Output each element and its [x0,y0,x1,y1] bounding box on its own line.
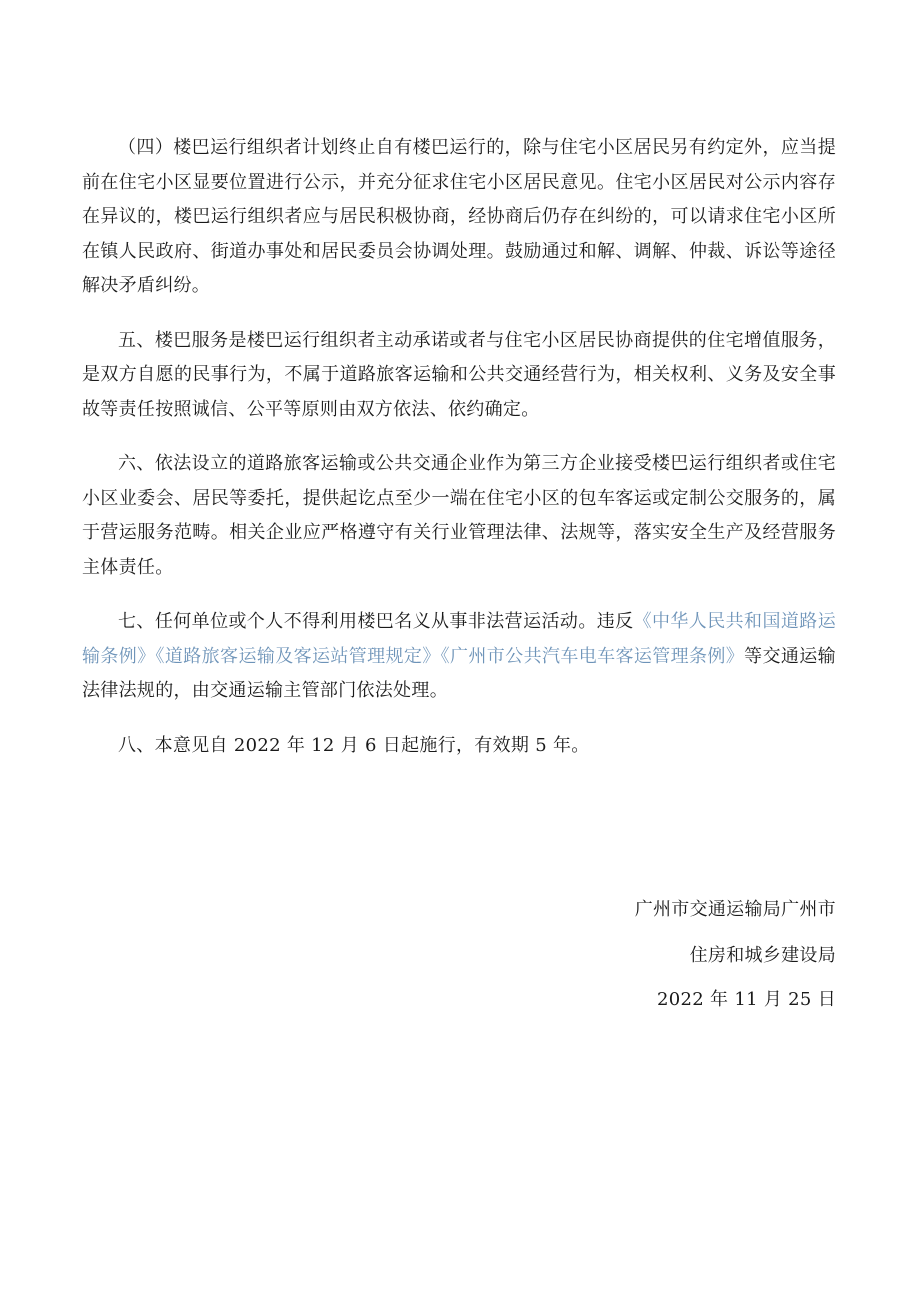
paragraph-6: 六、依法设立的道路旅客运输或公共交通企业作为第三方企业接受楼巴运行组织者或住宅小区业委会、居民等委托，提供起讫点至少一端在住宅小区的包车客运或定制公交服务的，属于营运服务范畴。相关企业应严格遵守有关行业管理法律、法规等，落实安全生产及经营服务主体责任。 [82,453,836,578]
regulation-link-passenger-station[interactable]: 《道路旅客运输及客运站管理规定》 [155,645,441,667]
paragraph-4: （四）楼巴运行组织者计划终止自有楼巴运行的，除与住宅小区居民另有约定外，应当提前在住宅小区显要位置进行公示，并充分征求住宅小区居民意见。住宅小区居民对公示内容存在异议的，楼巴运行组织者应与居民积极协商，经协商后仍存在纠纷的，可以请求住宅小区所在镇人民政府、街道办事处和居民委员会协调处理。鼓励通过和解、调解、仲裁、诉讼等途径解决矛盾纠纷。 [82,137,836,296]
regulation-link-guangzhou-bus[interactable]: 《广州市公共汽车电车客运管理条例》 [440,645,745,667]
paragraph-8: 八、本意见自 2022 年 12 月 6 日起施行，有效期 5 年。 [118,734,590,756]
document-body [82,131,836,783]
paragraph-7 [82,605,836,709]
paragraph-5: 五、楼巴服务是楼巴运行组织者主动承诺或者与住宅小区居民协商提供的住宅增值服务，是双方自愿的民事行为，不属于道路旅客运输和公共交通经营行为，相关权利、义务及安全事故等责任按照诚信、公平等原则由双方依法、依约确定。 [82,329,836,420]
paragraph-7-end: 等交通运输法律法规的，由交通运输主管部门依法处理。 [82,645,836,701]
signature-org-line2: 住房和城乡建设局 [689,945,836,966]
regulation-link-road-transport[interactable]: 《中华人民共和国道路运输条例》 [82,611,836,667]
paragraph-7-start: 七、任何单位或个人不得利用楼巴名义从事非法营运活动。违反 [118,611,634,632]
signature-date: 2022 年 11 月 25 日 [656,989,836,1010]
signature-org-line1: 广州市交通运输局广州市 [634,899,836,920]
